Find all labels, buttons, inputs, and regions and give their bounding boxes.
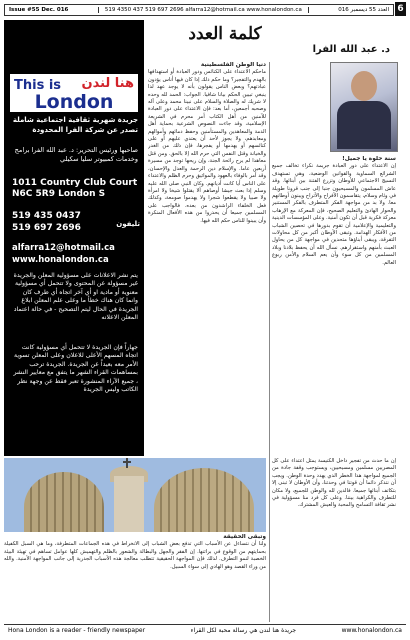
bottom-column-heading: وتبقى الحقيقة [223, 534, 266, 540]
footer-tagline-arabic: جريدة هنا لندن هي رسالة محبة لكل القراء [190, 627, 297, 634]
logo-text-arabic: هنا لندن [81, 76, 134, 91]
logo-text-this-is: This is [14, 78, 62, 93]
footer-strip [4, 624, 406, 636]
logo-text-london: London [34, 91, 114, 113]
issue-label: Issue #55 Dec. 016 [9, 7, 69, 13]
church-tower [114, 476, 144, 532]
header-contact: 519 4350 437 519 697 2696 alfarra12@hotmail.ca www.honalondon.ca [98, 7, 309, 13]
address-line-1: 1011 Country Club Court [12, 178, 138, 188]
email-link[interactable]: alfarra12@hotmail.ca [12, 243, 115, 253]
masthead-panel [4, 20, 144, 456]
masthead-notice-2: جهاراً فإن الجريدة لا تتحمل أي مسؤولية كانت اتجاه المسهم الأعلى للاعلان وعلى المعلن تسوية الأمر معه بعيداً عن الجريدة. الجريدة ترحب بمساهمات القراء الشهر ما يتفق مع معايير النشر ، جميع الآراء المنشورة تعبر فقط عن وجهة نظر الكاتب وليس الجريدة [13, 344, 138, 394]
right-column-text: إن الاعتداء على دور العبادة جريمة نكراء تخالف جميع الشرائع السماوية والقوانين الوضعية، وهي تستهدف النسيج الاجتماعي للأوطان وتزرع الفتنة بين أبنائها. وقد عاش المسلمون والمسيحيون جنبا إلى جنب قرونا طويلة في وئام وسلام، يتقاسمون الأفراح والأتراح ويبنون أوطانهم معا. ولا بد من مواجهة الفكر المتطرف بالفكر المستنير والحوار الهادئ والتعليم الصحيح، فإن المعركة مع الإرهاب معركة فكرية قبل أن تكون أمنية. وعلى المؤسسات الدينية والتعليمية والإعلامية أن تقوم بدورها في تحصين الشباب من الأفكار الهدامة. وتبقى الأوطان أكبر من كل محاولات التفرقة، ويبقى أبناؤها متحدين في مواجهة كل من يحاول العبث بأمنهم واستقرارهم. نسأل الله أن يحفظ بلادنا وبلاد المسلمين من كل سوء وأن يعم السلام والأمن ربوع العالم. [272, 163, 396, 266]
author-photo-body [337, 101, 391, 149]
footer-tagline: Hona London is a reader - friendly newspaper [8, 627, 146, 634]
masthead-description: جريدة شهرية ثقافية اجتماعية شاملة تصدر عن شركة الفرا المحدودة [12, 116, 138, 134]
church-dome-left [24, 472, 104, 532]
article-column-bottom [4, 534, 266, 620]
bottom-column-text: ولنا أن نتساءل عن الأسباب التي تدفع بعض الشباب إلى الانخراط في هذه الجماعات المتطرفة، وما هي السبل الكفيلة بحمايتهم من الوقوع في براثنها. إن الفقر والجهل والبطالة والشعور بالظلم والتهميش كلها عوامل تساهم في تهيئة البيئة الخصبة لنمو التطرف. لذلك فإن المواجهة الحقيقية تتطلب معالجة هذه الأسباب الجذرية إلى جانب المواجهة الأمنية. والله من وراء القصد وهو الهادي إلى سواء السبيل. [4, 541, 266, 570]
editorial-title: كلمة العدد [188, 24, 262, 44]
right-column-heading: سنة حلوة يا جميل! [342, 156, 396, 162]
column-divider [269, 62, 270, 622]
phone-label: تليفون [116, 220, 140, 228]
masthead-address [12, 178, 140, 200]
article-column-right-lower [272, 458, 396, 620]
phone-2: 519 697 2696 [12, 223, 81, 233]
church-photo [4, 458, 266, 532]
address-line-2: N6C 5R9 London S [12, 189, 106, 199]
footer-website-link[interactable]: www.honalondon.ca [341, 627, 402, 634]
phone-1: 519 435 0437 [12, 211, 81, 221]
church-dome-right [154, 468, 254, 532]
website-link[interactable]: www.honalondon.ca [12, 255, 109, 265]
article-column-middle [148, 62, 266, 454]
cross-icon [126, 458, 128, 468]
author-photo-head [351, 71, 377, 101]
logo [10, 74, 138, 112]
right-lower-column-text: إن ما حدث من تفجير داخل الكنيسة يمثل اعتداء على كل المصريين مسلمين ومسيحيين، ويستوجب وقفة جادة من الجميع لمواجهة هذا الخطر الذي يهدد وحدة الوطن. ويجب أن نتذكر دائما أن قوتنا في وحدتنا، وأن الأوطان لا تبنى إلا بتكاتف أبنائها جميعا. فالدين لله والوطن للجميع، ولا مكان للتطرف والكراهية بيننا. وعلى كل فرد منا مسؤولية في نشر ثقافة التسامح والمحبة والعيش المشترك. [272, 458, 396, 509]
issue-label-arabic: العدد 55 ديسمبر 016 [338, 7, 389, 13]
middle-column-heading: دنيا الوطن الفلسطينية [200, 62, 266, 68]
article-column-right [272, 156, 396, 454]
header-strip [4, 4, 394, 16]
page-number: 6 [395, 2, 406, 16]
author-photo [330, 62, 398, 152]
masthead-phones [12, 210, 140, 234]
author-name: د. عبد الله الفرا [312, 44, 390, 55]
masthead-staff: صاحبها ورئيس التحرير: د. عبد الله الفرا برامج وخدمات كمبيوتر سليا سكيلي [14, 146, 138, 163]
middle-column-text: ماحكم الاعتداء على الكنائس ودور العبادة أو استهدافها بالهدم والتفجير؟ وما حكم ذلك إذا كان فيها أناس يؤدون عبادتهم؟ وبعض الناس يقولون بأنه لا يوجد عهد لذا ينبغي تبيين الحكم بيانا شافيا. الجواب: الحمد لله وحده لا شريك له والصلاة والسلام على نبينا محمد وعلى آله وصحبه أجمعين، أما بعد: فإن الاعتداء على دور العبادة للآمنين من أهل الكتاب أمر محرم في الشريعة الإسلامية، وقد جاءت النصوص الشرعية بحماية أهل الذمة والمعاهدين والمستأمنين وحفظ دمائهم وأموالهم ومعابدهم، ولا يجوز لأحد أن يعتدي عليهم أو على كنائسهم أو يهدمها أو يفجرها، فإن ذلك من الغدر والخيانة وقتل النفس التي حرم الله إلا بالحق. ومن قتل معاهدا لم يرح رائحة الجنة، وإن ريحها توجد من مسيرة أربعين عاما. والإسلام دين الرحمة والعدل والإحسان، وقد أمر بالوفاء بالعهود والمواثيق وحرم الظلم والاعتداء على الناس أيا كانت أديانهم. وكان النبي صلى الله عليه وسلم إذا بعث جيشا أوصاهم ألا يقتلوا شيخا ولا امرأة ولا صبيا ولا يقطعوا شجرا ولا يهدموا صومعة، وكذلك فعل الخلفاء الراشدون من بعده. فالواجب على المسلمين جميعا أن يحذروا من هذه الأفعال المنكرة وأن يبينوا للناس حكم الله فيها. [148, 69, 266, 224]
masthead-notice-1: يتم نشر الاعلانات على مسؤولية المعلن والجريدة غير مسؤولة عن المحتوى ولا تتحمل أي مسؤولية معنوية أو مادية او أي آخر اتجاه أي طرف كان وانما كان هناك خطأ ما وعلى علم المعلن ابلاغ الجريدة في الحال ليتم التصحيح - في حالة اعتماد المعلن الاعلانه [13, 272, 138, 322]
masthead-contact [12, 242, 140, 266]
